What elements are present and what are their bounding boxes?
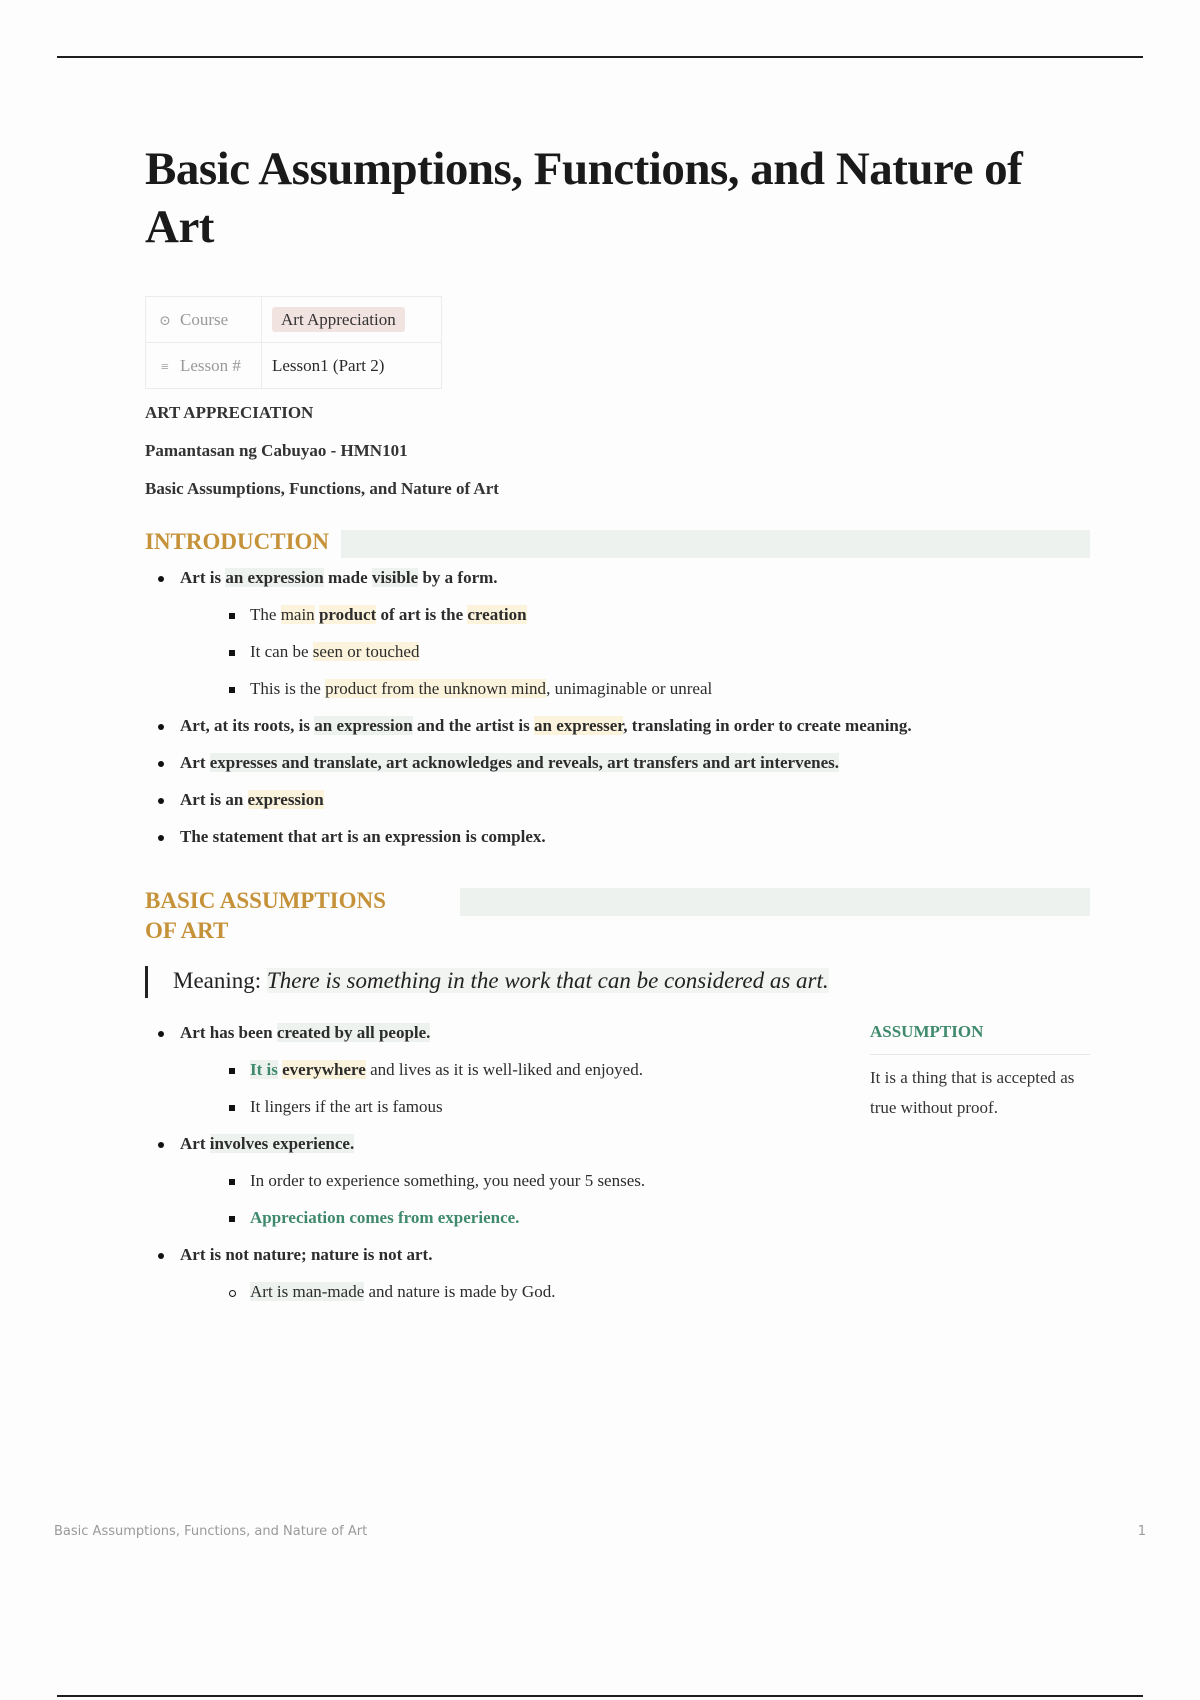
highlight: expresses and translate, art acknowledges and reveals, art transfers and art intervenes. [209, 753, 839, 772]
green-highlight: It is [250, 1060, 278, 1079]
list-item [145, 567, 1090, 700]
select-property-icon: ⊙ [159, 313, 171, 329]
list-item [180, 641, 1090, 663]
text: It can be [250, 642, 313, 661]
highlight: an expression [314, 716, 413, 735]
highlight: visible [371, 568, 419, 587]
text: Art, at its roots, is [180, 716, 315, 735]
text-property-icon: ≡ [161, 359, 169, 375]
sub-list [180, 604, 1090, 700]
assumptions-section [145, 1022, 1090, 1303]
list-item [145, 715, 1090, 737]
text: made [323, 568, 372, 587]
highlight: Art is man-made [250, 1282, 365, 1301]
assumptions-list [145, 1022, 825, 1303]
text: , unimaginable or unreal [546, 679, 713, 698]
school-line: Pamantasan ng Cabuyao - HMN101 [145, 441, 408, 460]
page-number: 1 [1137, 1524, 1146, 1539]
highlight: seen or touched [312, 642, 420, 661]
lesson-value[interactable]: Lesson1 (Part 2) [262, 343, 442, 389]
properties-table [145, 296, 442, 389]
course-heading: ART APPRECIATION [145, 403, 314, 422]
text: Art is not nature; nature is not art. [180, 1245, 433, 1264]
bold-highlight: product [318, 605, 377, 624]
text: Art is [180, 568, 226, 587]
text: and lives as it is well-liked and enjoyed. [365, 1060, 643, 1079]
text: The [250, 605, 281, 624]
bold-text: of art is the [376, 605, 468, 624]
property-key [146, 297, 262, 343]
list-item [145, 1022, 825, 1118]
list-item [180, 1281, 825, 1303]
lesson-label: Lesson # [180, 355, 241, 375]
text: Art [180, 753, 210, 772]
highlight: expression [247, 790, 324, 809]
list-item: Appreciation comes from experience. [180, 1207, 825, 1229]
list-item [145, 1133, 825, 1229]
callout-title: ASSUMPTION [870, 1022, 1090, 1055]
highlight: created by all people. [276, 1023, 431, 1042]
text: , translating in order to create meaning. [623, 716, 912, 735]
bold-highlight: creation [467, 605, 527, 624]
callout-body: It is a thing that is accepted as true without proof. [870, 1068, 1075, 1117]
assumption-definition-callout [870, 1022, 1090, 1123]
list-item [145, 1244, 825, 1303]
text: and nature is made by God. [364, 1282, 556, 1301]
basic-assumptions-heading [145, 886, 1090, 946]
text: Art is an [180, 790, 248, 809]
heading-highlight [341, 530, 1090, 558]
introduction-heading [145, 527, 1090, 557]
heading-line: OF ART [145, 918, 229, 943]
list-item [145, 789, 1090, 811]
highlight: main [280, 605, 315, 624]
text: Art [180, 1134, 210, 1153]
bottom-rule [57, 1695, 1143, 1697]
introduction-list [145, 567, 1090, 848]
highlight: an expresser [534, 716, 624, 735]
text: by a form. [418, 568, 498, 587]
list-item [180, 678, 1090, 700]
page-title: Basic Assumptions, Functions, and Nature of Art [145, 143, 1023, 253]
introduction-title: INTRODUCTION [145, 529, 330, 554]
text: This is the [250, 679, 326, 698]
footer-title: Basic Assumptions, Functions, and Nature of Art [54, 1524, 368, 1539]
document-body [145, 140, 1090, 1318]
highlight: product from the unknown mind [325, 679, 547, 698]
top-rule [57, 56, 1143, 58]
highlight: an expression [225, 568, 324, 587]
list-item: The statement that art is an expression is complex. [145, 826, 1090, 848]
meaning-quote [145, 966, 1090, 996]
sub-list [180, 1170, 825, 1229]
property-row-course [146, 297, 442, 343]
property-value[interactable] [262, 297, 442, 343]
heading-line: BASIC ASSUMPTIONS [145, 888, 386, 913]
property-row-lesson [146, 343, 442, 389]
list-item [180, 1059, 825, 1081]
list-item [145, 752, 1090, 774]
quote-label: Meaning: [173, 968, 267, 993]
course-label: Course [180, 309, 229, 329]
basic-assumptions-title [145, 886, 386, 946]
page-footer [54, 1524, 1146, 1539]
text: Art has been [180, 1023, 277, 1042]
course-tag[interactable]: Art Appreciation [272, 307, 405, 332]
bold-highlight: everywhere [282, 1060, 366, 1079]
property-key [146, 343, 262, 389]
heading-highlight [460, 888, 1090, 916]
list-item: It lingers if the art is famous [180, 1096, 825, 1118]
text: and the artist is [412, 716, 535, 735]
highlight: involves experience. [209, 1134, 355, 1153]
list-item [180, 604, 1090, 626]
subtitle-line: Basic Assumptions, Functions, and Nature of Art [145, 479, 499, 498]
sub-list [180, 1059, 825, 1118]
quote-text: There is something in the work that can be considered as art. [266, 968, 829, 993]
sub-list [180, 1281, 825, 1303]
list-item: In order to experience something, you need your 5 senses. [180, 1170, 825, 1192]
